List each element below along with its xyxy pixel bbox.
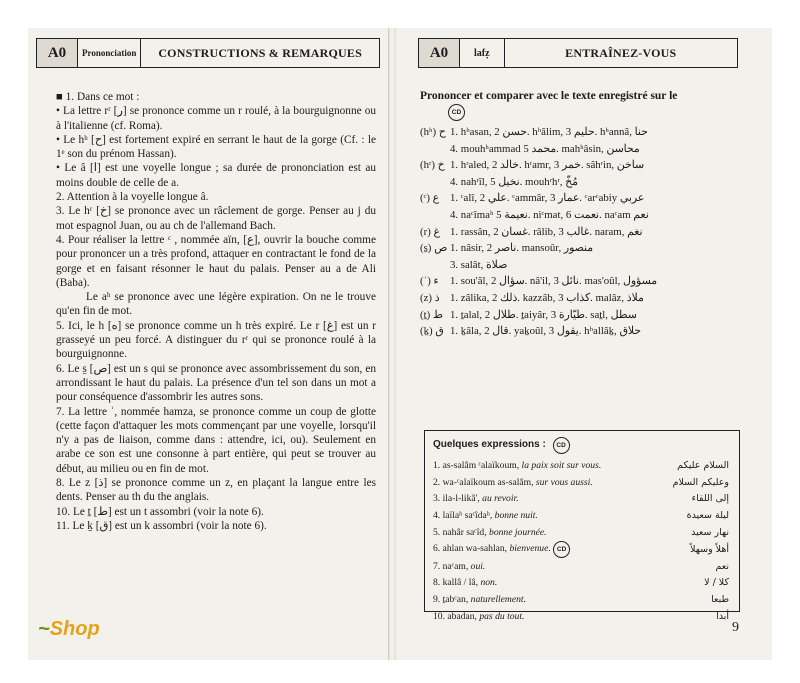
- expression-transliteration: 7. naᶜam,: [433, 560, 469, 572]
- expression-arabic: طبعا: [711, 594, 729, 606]
- expressions-title-text: Quelques expressions :: [433, 439, 546, 450]
- remark-paragraph: ■ 1. Dans ce mot :: [56, 91, 140, 103]
- right-page: [396, 28, 772, 660]
- exercise-text: 1. nâsir, ناصر 2. mansoûr, منصور: [450, 242, 594, 255]
- expression-row: [433, 541, 729, 558]
- expression-row: [433, 608, 729, 625]
- remark-paragraph: 8. Le z [ذ] se prononce comme un z, en plaçant la langue entre les dents. Penser au th du the anglais.: [56, 477, 377, 504]
- remark-paragraph: • La lettre rʳ [ر] se prononce comme un r roulé, à la bourguignonne ou à l'italienne (cf. Roma).: [56, 105, 376, 132]
- expression-translation: bonne nuit.: [494, 510, 538, 522]
- exercise-row: [420, 124, 770, 141]
- exercise-row: [420, 240, 770, 257]
- expression-arabic: ليلة سعيدة: [686, 510, 729, 522]
- expression-arabic: أهلاً وسهلاً: [690, 543, 729, 555]
- expression-row: [433, 457, 729, 474]
- exercise-text: 4. mouhʰammad محمد 5. mahʰâsin, محاسن: [450, 142, 640, 155]
- exercise-row: [420, 224, 770, 241]
- expression-arabic: نعم: [715, 560, 729, 572]
- letter-label: (hʳ) خ: [420, 159, 445, 172]
- expression-arabic: وعليكم السلام: [672, 476, 729, 488]
- expression-transliteration: 6. ahlan wa-sahlan,: [433, 542, 508, 554]
- exercise-text: 1. ᶜalî, علي 2. ᶜammâr, عمار 3. ᶜarᶜabiy عربي: [450, 192, 645, 205]
- remark-paragraph: 7. La lettre ʾ, nommée hamza, se prononce comme un coup de glotte (cette façon d'attaquer les mots commençant par une voyelle, lorsqu'il n'y a pas de liaison, comme dans : attendre, ici, ou). Seulement en arabe ce son est une consonne à part entière, qui peut se trouver au début, au milieu ou en fin de mot.: [56, 405, 376, 475]
- exercise-row: [420, 190, 770, 207]
- letter-label: (ṯ) ط: [420, 308, 443, 321]
- exercise-row: [420, 207, 770, 224]
- expression-transliteration: 1. as-salâm ᶜalaïkoum,: [433, 459, 520, 471]
- expression-arabic: أبدا: [716, 611, 729, 623]
- exercise-row: [420, 273, 770, 290]
- exercise-row: [420, 323, 770, 340]
- letter-label: (hʰ) ح: [420, 126, 446, 138]
- expression-row: [433, 558, 729, 575]
- swirl-icon: ~: [38, 618, 50, 640]
- exercise-row: [420, 307, 770, 324]
- remark-paragraph: 10. Le ṯ [ط] est un t assombri (voir la note 6).: [56, 505, 264, 518]
- letter-label: (r) غ: [420, 225, 440, 238]
- expression-translation: bonne journée.: [489, 527, 547, 539]
- letter-label: [420, 207, 450, 224]
- exercise-text: 1. zâlika, ذلك 2. kazzâb, كذاب 3. malâz, ملاذ: [450, 291, 644, 304]
- header-subtitle: Prononciation: [78, 39, 141, 67]
- expression-translation: naturellement.: [470, 594, 526, 606]
- header-title: ENTRAÎNEZ-VOUS: [565, 45, 677, 60]
- exercise-row: [420, 290, 770, 307]
- left-header: [36, 38, 380, 68]
- expression-row: [433, 524, 729, 541]
- expression-row: [433, 474, 729, 491]
- exercise-text: 1. sou'âl, سؤال 2. nâ'il, نائل 3. mas'oûl, مسؤول: [450, 275, 658, 288]
- letter-label: (ʾ) ء: [420, 275, 439, 288]
- expression-transliteration: 3. ila-l-likâ',: [433, 493, 480, 505]
- intro-text: Prononcer et comparer avec le texte enregistré sur le: [420, 90, 678, 102]
- exercise-row: [420, 257, 770, 274]
- expression-row: [433, 591, 729, 608]
- exercise-text: 1. rassân, غسان 2. râlib, غالب 3. naram, نغم: [450, 225, 643, 238]
- remark-paragraph: 6. Le s̱ [ص] est un s qui se prononce avec assombrissement du son, en arrondissant le haut du palais. La présence d'un tel son dans un mot a pour conséquence d'assombrir les autres sons.: [56, 362, 376, 404]
- letter-label: [420, 174, 450, 191]
- remark-paragraph: • Le â [ا] est une voyelle longue ; sa durée de prononciation est au moins double de celle de a.: [56, 162, 376, 189]
- exercise-text: 1. ṯalal, طلال 2. ṯaiyâr, طيّارة 3. saṯl, سطل: [450, 308, 637, 321]
- expression-translation: pas du tout.: [479, 611, 525, 623]
- remark-paragraph: 11. Le ḵ [ق] est un k assombri (voir la note 6).: [56, 519, 267, 532]
- logo-text: Shop: [49, 618, 100, 640]
- expression-row: [433, 491, 729, 508]
- header-title: CONSTRUCTIONS & REMARQUES: [158, 45, 363, 60]
- exercise-text: 1. hʳaled, خالد 2. hʳamr, خمر 3. sâhʳin, ساخن: [450, 159, 645, 172]
- lesson-badge: A0: [419, 39, 460, 67]
- letter-label: [420, 141, 450, 158]
- lesson-badge: A0: [37, 39, 78, 67]
- exercise-text: 1. ḵâla, قال 2. yaḵoûl, يقول 3. hʰallâḵ, حلاق: [450, 325, 641, 338]
- expression-arabic: السلام عليكم: [677, 459, 729, 471]
- expression-arabic: نهار سعيد: [691, 527, 729, 539]
- exercise-text: 4. nahʳîl, نخيل 5. mouhʳhʳ, مُخّ: [450, 175, 578, 188]
- letter-label: (s̱) ص: [420, 242, 448, 255]
- expression-transliteration: 5. nahâr saᶜîd,: [433, 527, 487, 539]
- expression-transliteration: 4. laïlaʰ saᶜîdaʰ,: [433, 510, 493, 522]
- expression-transliteration: 9. ṯabᶜan,: [433, 594, 469, 606]
- remark-paragraph: Le aʰ se prononce avec une légère expiration. On ne le trouve qu'en fin de mot.: [56, 291, 376, 318]
- right-header: [418, 38, 738, 68]
- exercise-row: [420, 174, 770, 191]
- expression-transliteration: 10. abadan,: [433, 611, 477, 623]
- expression-translation: au revoir.: [482, 493, 519, 505]
- expression-arabic: إلى اللقاء: [691, 493, 729, 505]
- expression-arabic: كلا / لا: [704, 577, 729, 589]
- expression-translation: sur vous aussi.: [535, 476, 593, 488]
- letter-label: (ḵ) ق: [420, 325, 444, 338]
- remarks-text: [56, 90, 376, 533]
- expression-translation: bienvenue.: [509, 542, 551, 554]
- exercise-text: 1. hʰasan, حسن 2. hʰâlim, حليم 3. hʰannâ, حنا: [450, 126, 648, 138]
- exercise-text: 4. naᶜîmaʰ نعيمة 5. niᶜmat, نعمت 6. naᶜam نعم: [450, 208, 649, 221]
- expression-translation: la paix soit sur vous.: [521, 459, 602, 471]
- pronunciation-exercises: [420, 124, 770, 340]
- exercise-text: 3. salât, صلاة: [450, 258, 508, 271]
- cd-icon: CD: [448, 104, 465, 121]
- expression-row: [433, 507, 729, 524]
- shop-logo: [38, 618, 100, 641]
- remark-paragraph: • Le hʰ [ح] est fortement expiré en serrant le haut de la gorge (Cf. : le 1ᵉ son du prénom Hassan).: [56, 133, 376, 161]
- expressions-list: [433, 457, 729, 625]
- exercise-row: [420, 157, 770, 174]
- expression-translation: oui.: [470, 560, 486, 572]
- header-subtitle: lafẓ: [460, 39, 505, 67]
- remark-paragraph: 5. Ici, le h [ه] se prononce comme un h très expiré. Le r [غ] est un r grasseyé un peu forcé. A distinguer du rʳ qui se prononce roulé à la bourguignonne.: [56, 319, 376, 361]
- page-number: 9: [732, 620, 739, 635]
- expressions-title: [433, 437, 570, 454]
- exercise-intro: [420, 90, 677, 121]
- exercise-row: [420, 141, 770, 158]
- remark-paragraph: 3. Le hʳ [خ] se prononce avec un râclement de gorge. Penser au j du mot espagnol Juan, ou au ch de l'allemand Bach.: [56, 205, 376, 232]
- expression-row: [433, 575, 729, 592]
- expression-transliteration: 8. kallâ / lâ,: [433, 577, 479, 589]
- expressions-box: [424, 430, 740, 623]
- expression-transliteration: 2. wa-ᶜalaïkoum as-salâm,: [433, 476, 534, 488]
- cd-icon: CD: [553, 541, 570, 558]
- expression-translation: non.: [480, 577, 498, 589]
- letter-label: [420, 257, 450, 274]
- letter-label: (z) ذ: [420, 291, 440, 304]
- remark-paragraph: 2. Attention à la voyelle longue â.: [56, 191, 209, 204]
- letter-label: (ᶜ) ع: [420, 192, 440, 205]
- remark-paragraph: 4. Pour réaliser la lettre ᶜ , nommée aïn, [ع], ouvrir la bouche comme pour prononcer un a très profond, attaquer en contractant le fond de la gorge et en faisant résonner le haut du palais. Penser au a de Ali (Baba).: [56, 233, 376, 289]
- cd-icon: CD: [553, 437, 570, 454]
- left-page: [28, 28, 389, 660]
